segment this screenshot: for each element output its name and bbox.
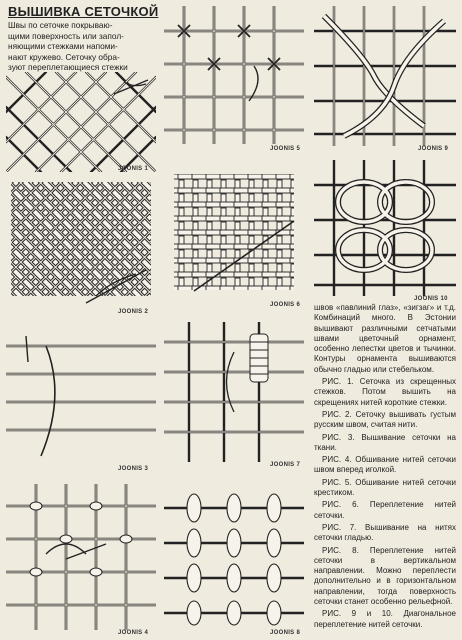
figure-10-label: JOONIS 10: [414, 296, 448, 302]
figure-6-label: JOONIS 6: [270, 302, 301, 308]
figure-7: [164, 322, 304, 462]
caption-fig-3: РИС. 3. Вышивание сеточки на ткани.: [314, 432, 456, 452]
caption-fig-1: РИС. 1. Сеточка из скрещенных стежков. Потом вышить на скрещениях нитей короткие стежки.: [314, 377, 456, 407]
figure-2: [6, 178, 156, 308]
caption-fig-9-10: РИС. 9 и 10. Диагональное переплетение нитей сеточки.: [314, 609, 456, 629]
figure-4: [6, 484, 156, 630]
figure-6: [164, 166, 304, 300]
figure-8-label: JOONIS 8: [270, 630, 301, 636]
figure-4-label: JOONIS 4: [118, 630, 149, 636]
figure-5: [164, 6, 304, 144]
figure-8: [164, 478, 304, 628]
body-paragraph: швов «павлиний глаз», «зигзаг» и т.д. Комбинаций много. В Эстонии вышивают различными сетчатыми швами цветочный орнамент, особенно лепестки цветов и тычинки. Контуры орнамента вышиваются обычно гладью или стебельком.: [314, 303, 456, 374]
article-title: ВЫШИВКА СЕТОЧКОЙ: [8, 4, 159, 19]
figure-9: [314, 6, 456, 146]
figure-1-label: JOONIS 1: [118, 166, 149, 172]
figure-2-label: JOONIS 2: [118, 309, 149, 315]
figure-9-label: JOONIS 9: [418, 146, 449, 152]
figure-10: [314, 160, 456, 296]
figure-3: [6, 326, 156, 466]
figure-3-label: JOONIS 3: [118, 466, 149, 472]
intro-text: Швы по сеточке покрываю- щими поверхность или запол- няющими стежками напоми- нают кружево. Сеточку обра- зуют переплетающиеся стежки: [8, 20, 128, 73]
caption-fig-6: РИС. 6. Переплетение нитей сеточки.: [314, 500, 456, 520]
caption-fig-4: РИС. 4. Обшивание нитей сеточки швом вперед иголкой.: [314, 455, 456, 475]
caption-fig-2: РИС. 2. Сеточку вышивать густым русским швом, считая нити.: [314, 409, 456, 430]
caption-fig-5: РИС. 5. Обшивание нитей сеточки крестиком.: [314, 477, 456, 498]
article-body: [314, 303, 456, 632]
caption-fig-8: РИС. 8. Переплетение нитей сеточки в вертикальном направлении. Можно переплести дополнительно и в горизонтальном направлении, тогда поверхность сеточки станет особенно рельефной.: [314, 545, 456, 607]
figure-1: [6, 72, 156, 172]
figure-5-label: JOONIS 5: [270, 146, 301, 152]
caption-fig-7: РИС. 7. Вышивание на нитях сеточки гладью.: [314, 522, 456, 543]
figure-7-label: JOONIS 7: [270, 462, 301, 468]
